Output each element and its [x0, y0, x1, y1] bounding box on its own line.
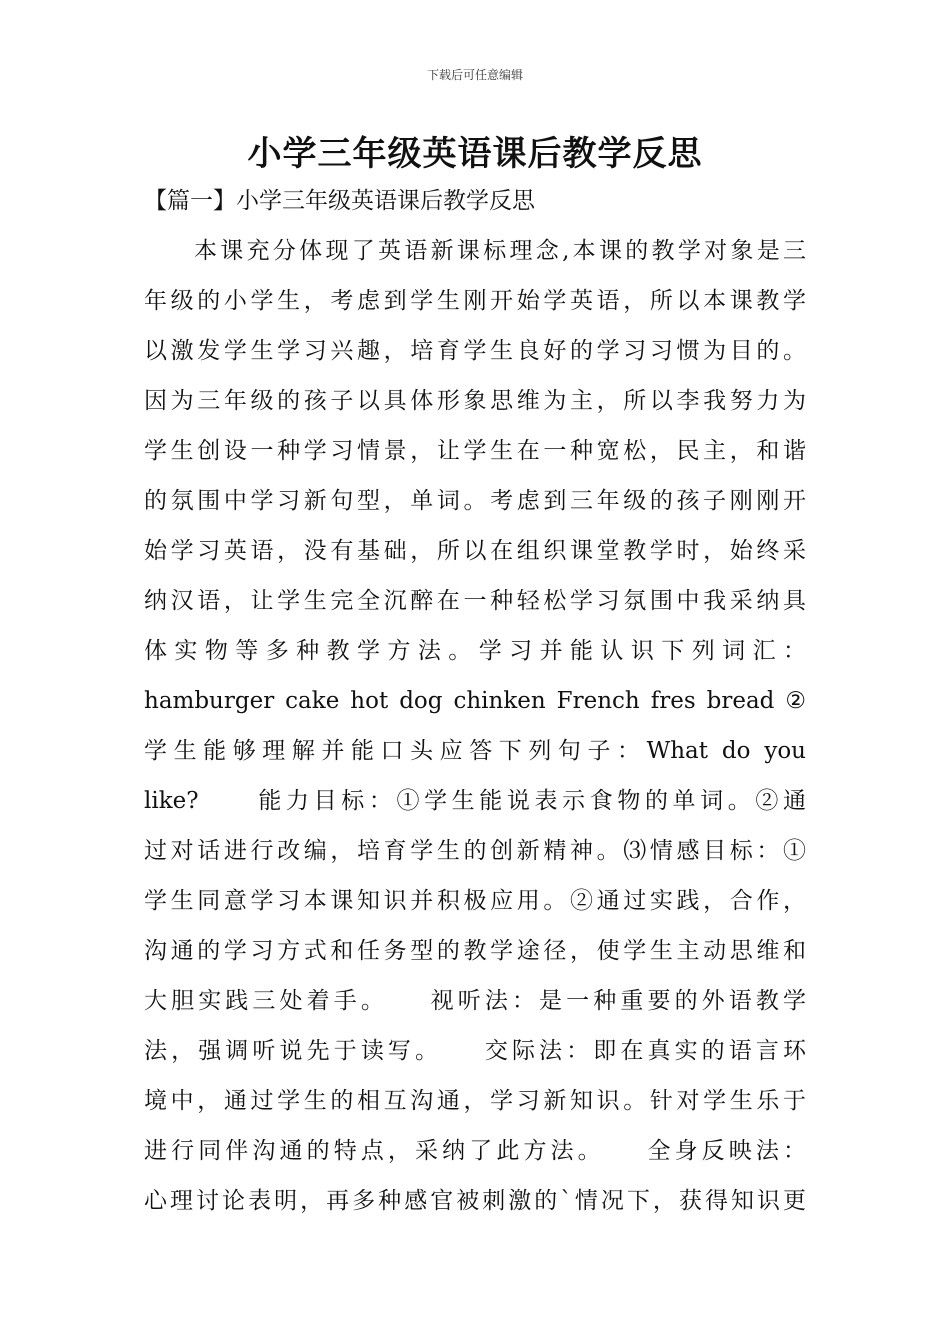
text-line: 境中，通过学生的相互沟通，学习新知识。针对学生乐于: [144, 1088, 806, 1114]
document-title: 小学三年级英语课后教学反思: [247, 134, 703, 174]
page-header: 下载后可任意编辑: [426, 68, 523, 82]
text-line: 学生能够理解并能口头应答下列句子：What do you: [144, 738, 806, 764]
text-line: 学生创设一种学习情景，让学生在一种宽松，民主，和谐: [144, 438, 806, 464]
text-line: 沟通的学习方式和任务型的教学途径，使学生主动思维和: [144, 938, 806, 964]
text-line: 年级的小学生，考虑到学生刚开始学英语，所以本课教学: [144, 288, 806, 314]
text-line: like? 能力目标：①学生能说表示食物的单词。②通: [144, 788, 806, 814]
text-line: 纳汉语，让学生完全沉醉在一种轻松学习氛围中我采纳具: [144, 588, 806, 614]
text-line: hamburger cake hot dog chinken French fres bread ②: [144, 688, 806, 714]
text-line: 体实物等多种教学方法。学习并能认识下列词汇：: [144, 638, 806, 664]
text-line: 心理讨论表明，再多种感官被刺激的`情况下，获得知识更: [144, 1188, 806, 1214]
text-line: 过对话进行改编，培育学生的创新精神。⑶情感目标：①: [144, 838, 806, 864]
text-line: 进行同伴沟通的特点，采纳了此方法。 全身反映法：: [144, 1138, 806, 1164]
text-line: 学生同意学习本课知识并积极应用。②通过实践，合作，: [144, 888, 806, 914]
text-line: 因为三年级的孩子以具体形象思维为主，所以李我努力为: [144, 388, 806, 414]
text-line: 以激发学生学习兴趣，培育学生良好的学习习惯为目的。: [144, 338, 806, 364]
text-line: 的氛围中学习新句型，单词。考虑到三年级的孩子刚刚开: [144, 488, 806, 514]
section-heading: 【篇一】小学三年级英语课后教学反思: [144, 188, 535, 214]
body-text: [144, 226, 806, 1226]
text-line: 法，强调听说先于读写。 交际法：即在真实的语言环: [144, 1038, 806, 1064]
text-line: 本课充分体现了英语新课标理念,本课的教学对象是三: [194, 238, 806, 264]
text-line: 大胆实践三处着手。 视听法：是一种重要的外语教学: [144, 988, 806, 1014]
text-line: 始学习英语，没有基础，所以在组织课堂教学时，始终采: [144, 538, 806, 564]
